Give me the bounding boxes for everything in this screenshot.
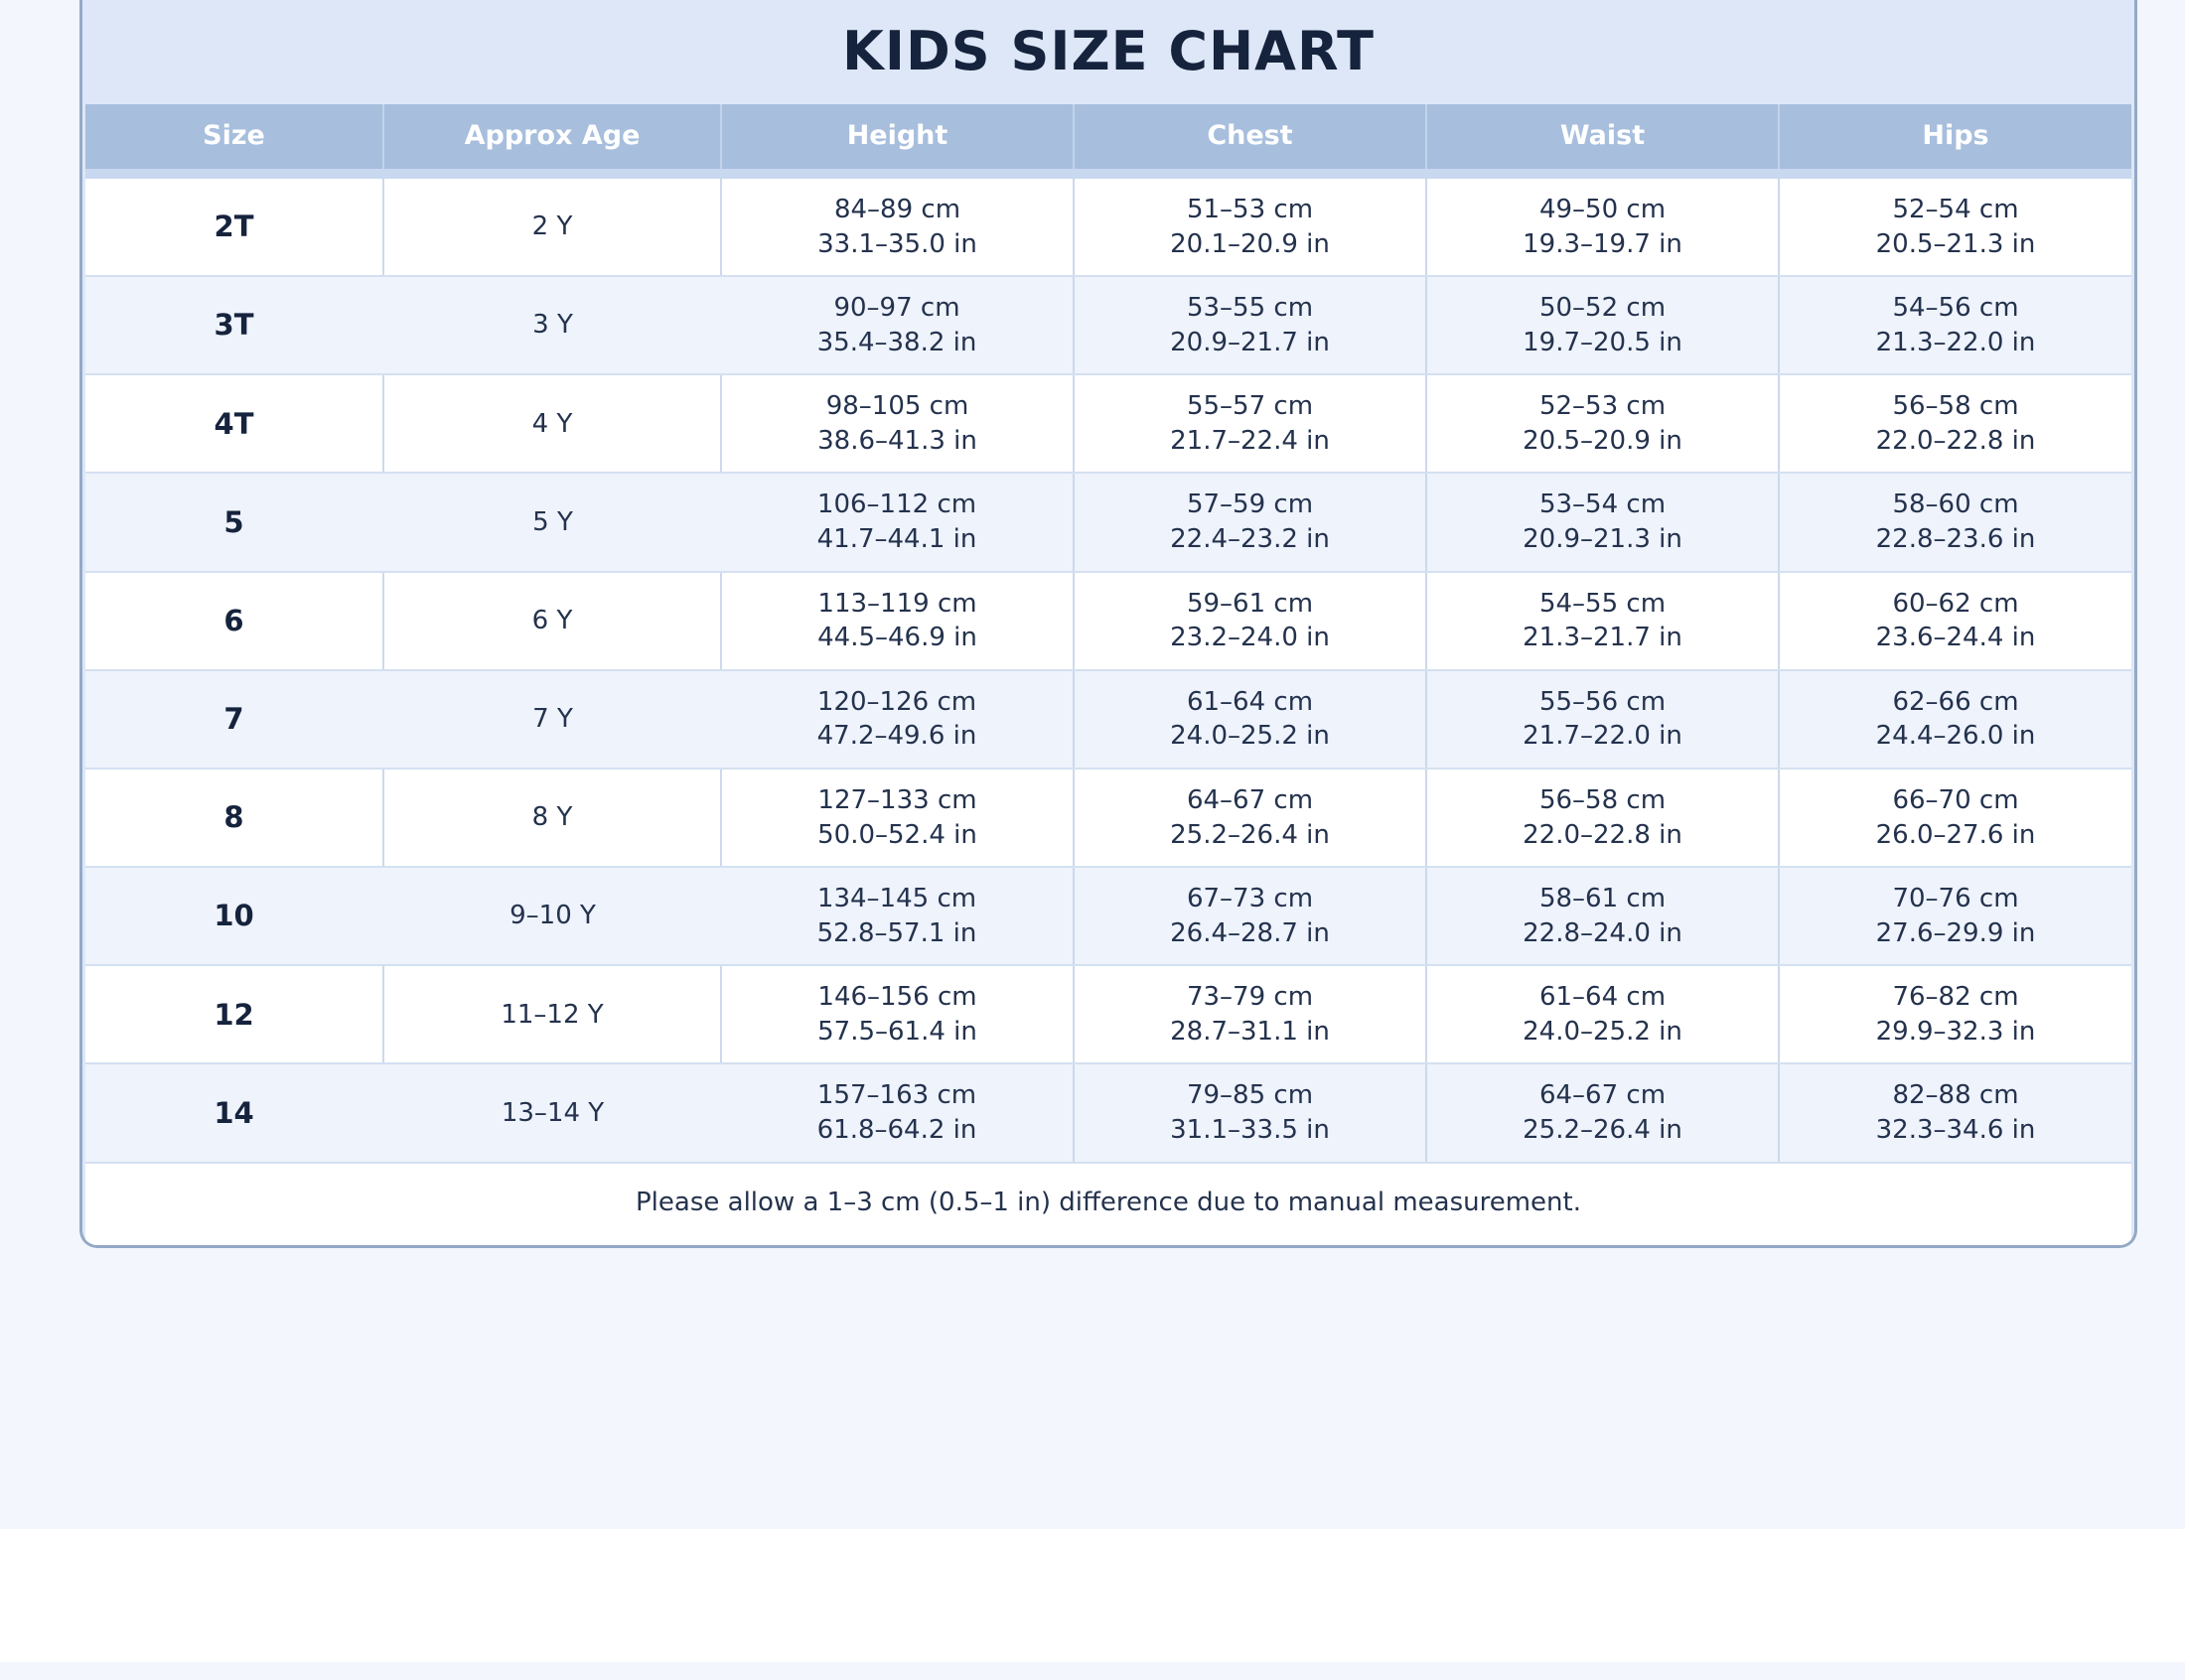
chest-in: 25.2–26.4 in	[1170, 819, 1330, 850]
chest-cm: 64–67 cm	[1186, 784, 1314, 815]
hips-cm: 60–62 cm	[1892, 588, 2019, 619]
hips-cm: 54–56 cm	[1892, 293, 2019, 324]
cell-height	[721, 374, 1074, 473]
hips-in: 26.0–27.6 in	[1875, 819, 2036, 850]
table-row	[85, 276, 2131, 374]
height-in: 57.5–61.4 in	[817, 1016, 977, 1047]
cell-hips	[1779, 769, 2131, 867]
table-header	[85, 104, 2131, 174]
waist-in: 22.0–22.8 in	[1523, 819, 1682, 850]
table-row	[85, 1063, 2131, 1162]
hips-in: 23.6–24.4 in	[1875, 623, 2036, 653]
chest-cm: 55–57 cm	[1186, 391, 1314, 422]
cell-size: 10	[85, 867, 383, 965]
cell-size: 14	[85, 1063, 383, 1162]
waist-cm: 56–58 cm	[1538, 784, 1667, 815]
chest-in: 31.1–33.5 in	[1170, 1114, 1330, 1145]
height-in: 47.2–49.6 in	[816, 721, 977, 752]
page-bottom-band	[0, 1662, 2185, 1680]
cell-height	[721, 473, 1074, 571]
page-title: KIDS SIZE CHART	[842, 20, 1375, 82]
hips-cm: 70–76 cm	[1892, 884, 2019, 914]
cell-age: 3 Y	[383, 276, 721, 374]
chest-cm: 59–61 cm	[1186, 588, 1314, 619]
cell-waist	[1426, 1063, 1779, 1162]
cell-height	[721, 276, 1074, 374]
hips-in: 27.6–29.9 in	[1875, 917, 2036, 948]
chest-cm: 73–79 cm	[1186, 982, 1314, 1013]
cell-hips	[1779, 670, 2131, 769]
cell-waist	[1426, 965, 1779, 1063]
cell-hips	[1779, 1063, 2131, 1162]
cell-chest	[1074, 769, 1426, 867]
height-cm: 106–112 cm	[816, 490, 977, 520]
cell-height	[721, 867, 1074, 965]
hips-in: 24.4–26.0 in	[1875, 721, 2036, 752]
height-cm: 146–156 cm	[817, 982, 977, 1013]
size-chart-card	[79, 0, 2137, 1248]
chest-cm: 51–53 cm	[1186, 195, 1314, 224]
table-row	[85, 473, 2131, 571]
cell-hips	[1779, 572, 2131, 670]
chest-in: 23.2–24.0 in	[1170, 623, 1330, 653]
column-header-size: Size	[85, 104, 383, 174]
waist-in: 24.0–25.2 in	[1523, 1016, 1682, 1047]
cell-age: 7 Y	[383, 670, 721, 769]
cell-waist	[1426, 670, 1779, 769]
cell-hips	[1779, 276, 2131, 374]
waist-cm: 50–52 cm	[1538, 293, 1667, 324]
chest-in: 24.0–25.2 in	[1170, 721, 1330, 752]
chest-in: 22.4–23.2 in	[1170, 524, 1330, 555]
height-in: 38.6–41.3 in	[817, 425, 977, 456]
cell-waist	[1426, 769, 1779, 867]
cell-height	[721, 1063, 1074, 1162]
cell-age: 4 Y	[383, 374, 721, 473]
cell-chest	[1074, 374, 1426, 473]
table-row	[85, 965, 2131, 1063]
hips-cm: 62–66 cm	[1892, 686, 2019, 717]
cell-size: 8	[85, 769, 383, 867]
height-in: 35.4–38.2 in	[816, 327, 977, 357]
hips-cm: 76–82 cm	[1892, 982, 2019, 1013]
waist-cm: 52–53 cm	[1538, 391, 1667, 422]
table-body	[85, 174, 2131, 1245]
column-header-height: Height	[721, 104, 1074, 174]
cell-waist	[1426, 572, 1779, 670]
cell-waist	[1426, 374, 1779, 473]
measurement-note-row	[85, 1163, 2131, 1246]
cell-size: 4T	[85, 374, 383, 473]
cell-waist	[1426, 174, 1779, 276]
cell-chest	[1074, 276, 1426, 374]
table-row	[85, 670, 2131, 769]
cell-chest	[1074, 670, 1426, 769]
hips-cm: 58–60 cm	[1892, 490, 2019, 520]
cell-age: 2 Y	[383, 174, 721, 276]
waist-cm: 55–56 cm	[1538, 686, 1667, 717]
column-header-chest: Chest	[1074, 104, 1426, 174]
height-in: 33.1–35.0 in	[817, 228, 977, 259]
cell-size: 6	[85, 572, 383, 670]
waist-in: 25.2–26.4 in	[1523, 1114, 1682, 1145]
waist-cm: 64–67 cm	[1538, 1080, 1667, 1111]
cell-hips	[1779, 965, 2131, 1063]
hips-cm: 52–54 cm	[1892, 195, 2019, 224]
waist-in: 22.8–24.0 in	[1523, 917, 1682, 948]
chest-cm: 79–85 cm	[1186, 1080, 1314, 1111]
waist-in: 21.3–21.7 in	[1523, 623, 1682, 653]
height-in: 50.0–52.4 in	[817, 819, 977, 850]
cell-chest	[1074, 1063, 1426, 1162]
waist-cm: 61–64 cm	[1538, 982, 1667, 1013]
cell-chest	[1074, 572, 1426, 670]
hips-in: 22.0–22.8 in	[1875, 425, 2036, 456]
table-row	[85, 867, 2131, 965]
cell-age: 8 Y	[383, 769, 721, 867]
height-cm: 157–163 cm	[816, 1080, 977, 1111]
chest-in: 28.7–31.1 in	[1170, 1016, 1330, 1047]
height-in: 61.8–64.2 in	[816, 1114, 977, 1145]
hips-in: 21.3–22.0 in	[1875, 327, 2036, 357]
column-header-waist: Waist	[1426, 104, 1779, 174]
chest-in: 20.9–21.7 in	[1170, 327, 1330, 357]
waist-in: 20.5–20.9 in	[1523, 425, 1682, 456]
hips-in: 32.3–34.6 in	[1875, 1114, 2036, 1145]
chest-cm: 53–55 cm	[1186, 293, 1314, 324]
height-cm: 98–105 cm	[825, 391, 969, 422]
height-cm: 113–119 cm	[817, 588, 977, 619]
waist-cm: 54–55 cm	[1538, 588, 1667, 619]
table-row	[85, 374, 2131, 473]
cell-hips	[1779, 867, 2131, 965]
hips-in: 20.5–21.3 in	[1875, 228, 2036, 259]
column-header-approx-age: Approx Age	[383, 104, 721, 174]
cell-height	[721, 174, 1074, 276]
cell-waist	[1426, 473, 1779, 571]
waist-cm: 49–50 cm	[1538, 195, 1667, 224]
hips-cm: 66–70 cm	[1892, 784, 2019, 815]
cell-waist	[1426, 867, 1779, 965]
cell-size: 2T	[85, 174, 383, 276]
cell-height	[721, 965, 1074, 1063]
height-cm: 120–126 cm	[816, 686, 977, 717]
table-row	[85, 174, 2131, 276]
cell-hips	[1779, 174, 2131, 276]
hips-in: 29.9–32.3 in	[1875, 1016, 2036, 1047]
cell-height	[721, 670, 1074, 769]
table-row	[85, 572, 2131, 670]
measurement-note: Please allow a 1–3 cm (0.5–1 in) difference due to manual measurement.	[85, 1163, 2131, 1246]
hips-cm: 82–88 cm	[1892, 1080, 2019, 1111]
waist-in: 21.7–22.0 in	[1523, 721, 1682, 752]
waist-cm: 53–54 cm	[1538, 490, 1667, 520]
hips-cm: 56–58 cm	[1892, 391, 2019, 422]
height-cm: 134–145 cm	[816, 884, 977, 914]
cell-height	[721, 572, 1074, 670]
column-header-hips: Hips	[1779, 104, 2131, 174]
size-chart-table	[85, 104, 2131, 1245]
cell-age: 13–14 Y	[383, 1063, 721, 1162]
waist-in: 19.3–19.7 in	[1523, 228, 1682, 259]
cell-hips	[1779, 473, 2131, 571]
table-header-row	[85, 104, 2131, 174]
cell-size: 7	[85, 670, 383, 769]
cell-chest	[1074, 867, 1426, 965]
cell-size: 3T	[85, 276, 383, 374]
cell-size: 5	[85, 473, 383, 571]
height-cm: 90–97 cm	[833, 293, 960, 324]
hips-in: 22.8–23.6 in	[1875, 524, 2036, 555]
chest-cm: 67–73 cm	[1186, 884, 1314, 914]
height-in: 41.7–44.1 in	[816, 524, 977, 555]
height-cm: 84–89 cm	[833, 195, 961, 224]
waist-cm: 58–61 cm	[1538, 884, 1667, 914]
cell-height	[721, 769, 1074, 867]
cell-size: 12	[85, 965, 383, 1063]
chest-in: 20.1–20.9 in	[1170, 228, 1330, 259]
chest-cm: 61–64 cm	[1186, 686, 1314, 717]
cell-age: 6 Y	[383, 572, 721, 670]
cell-hips	[1779, 374, 2131, 473]
cell-age: 11–12 Y	[383, 965, 721, 1063]
waist-in: 19.7–20.5 in	[1523, 327, 1682, 357]
cell-chest	[1074, 174, 1426, 276]
table-row	[85, 769, 2131, 867]
chest-in: 26.4–28.7 in	[1170, 917, 1330, 948]
chest-in: 21.7–22.4 in	[1170, 425, 1330, 456]
chest-cm: 57–59 cm	[1186, 490, 1314, 520]
height-in: 44.5–46.9 in	[817, 623, 977, 653]
cell-age: 9–10 Y	[383, 867, 721, 965]
waist-in: 20.9–21.3 in	[1523, 524, 1682, 555]
height-cm: 127–133 cm	[817, 784, 977, 815]
cell-chest	[1074, 473, 1426, 571]
cell-age: 5 Y	[383, 473, 721, 571]
cell-waist	[1426, 276, 1779, 374]
height-in: 52.8–57.1 in	[816, 917, 977, 948]
cell-chest	[1074, 965, 1426, 1063]
